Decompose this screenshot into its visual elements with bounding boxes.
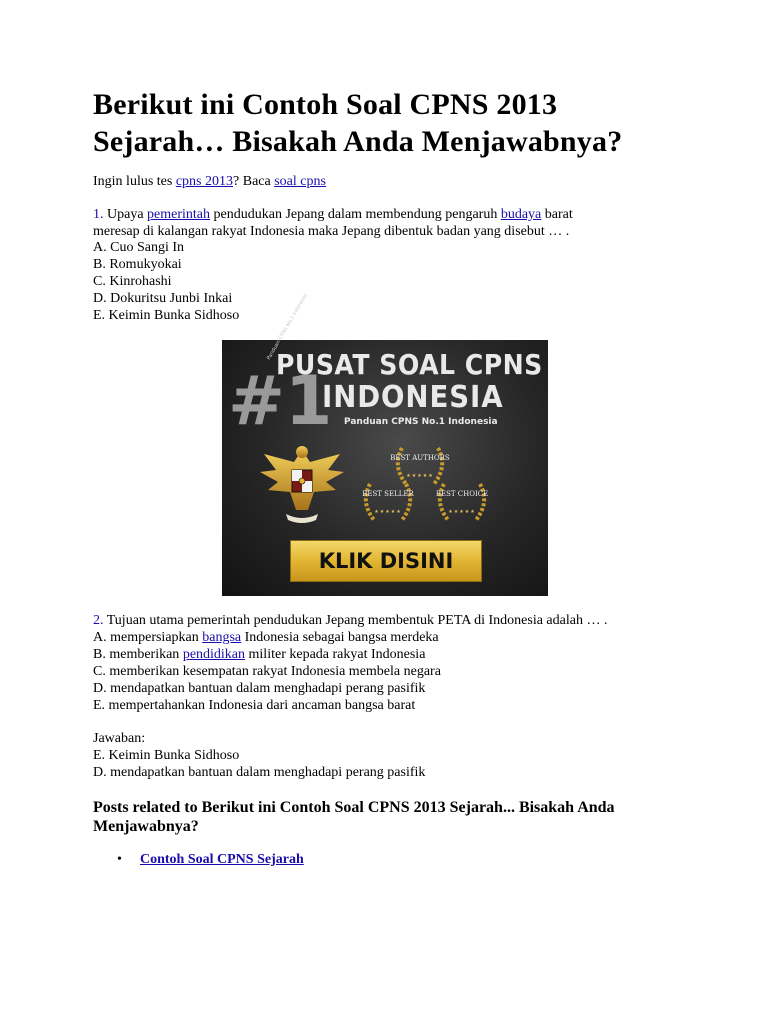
related-heading-line1: Posts related to Berikut ini Contoh Soal CPNS 2013 Sejarah... Bisakah Anda (93, 799, 615, 816)
budaya-link[interactable]: budaya (500, 207, 542, 222)
question-1-option-b: B. Romukyokai (93, 257, 182, 272)
question-2-option-d: D. mendapatkan bantuan dalam menghadapi perang pasifik (93, 681, 426, 696)
question-2-number: 2. (93, 613, 104, 628)
cpns-2013-link[interactable]: cpns 2013 (175, 174, 234, 189)
related-posts-list (93, 851, 304, 868)
question-1-text-a: Upaya (107, 207, 148, 222)
answer-2: D. mendapatkan bantuan dalam menghadapi perang pasifik (93, 765, 426, 780)
page-title-line2: Sejarah… Bisakah Anda Menjawabnya? (93, 125, 623, 158)
answer-1: E. Keimin Bunka Sidhoso (93, 748, 240, 763)
option-a-prefix: A. mempersiapkan (93, 630, 203, 645)
rank-one-emblem: #1 (228, 362, 333, 441)
question-1-option-a: A. Cuo Sangi In (93, 240, 184, 255)
badge-best-authors-label: BEST AUTHORS (390, 454, 450, 462)
question-1-option-e: E. Keimin Bunka Sidhoso (93, 308, 240, 323)
badge-stars: ★★★★★ (374, 509, 402, 515)
question-1-option-d: D. Dokuritsu Junbi Inkai (93, 291, 233, 306)
question-2-option-b (93, 646, 425, 663)
badge-best-seller (358, 480, 418, 526)
intro-middle: ? Baca (233, 174, 275, 189)
banner-title-line1: PUSAT SOAL CPNS (276, 348, 543, 381)
bangsa-link[interactable]: bangsa (202, 630, 242, 645)
rank-tag: Panduan CPNS No.1 Indonesia (266, 292, 309, 361)
question-2-option-a (93, 629, 439, 646)
related-post-link[interactable]: Contoh Soal CPNS Sejarah (140, 852, 304, 867)
soal-cpns-link[interactable]: soal cpns (274, 174, 326, 189)
bullet-icon: • (117, 852, 122, 867)
pemerintah-link[interactable]: pemerintah (147, 207, 211, 222)
pusat-soal-cpns-banner[interactable] (222, 292, 548, 596)
question-2-option-e: E. mempertahankan Indonesia dari ancaman bangsa barat (93, 698, 416, 713)
option-a-suffix: Indonesia sebagai bangsa merdeka (241, 630, 439, 645)
page-title-line1: Berikut ini Contoh Soal CPNS 2013 (93, 88, 558, 121)
question-2-line1 (93, 612, 607, 629)
question-1-number: 1. (93, 207, 104, 222)
question-1-text-c: barat (541, 207, 573, 222)
intro-paragraph (93, 173, 326, 190)
question-1-text-b: pendudukan Jepang dalam membendung pengaruh (210, 207, 501, 222)
banner-title-line2: INDONESIA (322, 380, 504, 415)
question-2-option-c: C. memberikan kesempatan rakyat Indonesia membela negara (93, 664, 441, 679)
badge-stars: ★★★★★ (448, 509, 476, 515)
answers-label: Jawaban: (93, 731, 146, 746)
pendidikan-link[interactable]: pendidikan (182, 647, 246, 662)
intro-prefix: Ingin lulus tes (93, 174, 176, 189)
question-2-text: Tujuan utama pemerintah pendudukan Jepang membentuk PETA di Indonesia adalah … . (106, 613, 608, 628)
banner-subtitle: Panduan CPNS No.1 Indonesia (344, 417, 498, 427)
page-title (93, 86, 713, 160)
klik-disini-button[interactable]: KLIK DISINI (290, 540, 482, 582)
list-item (93, 851, 304, 868)
related-heading-line2: Menjawabnya? (93, 818, 199, 835)
question-1-line2: meresap di kalangan rakyat Indonesia maka Jepang dibentuk badan yang disebut … . (93, 224, 570, 239)
badge-best-seller-label: BEST SELLER (362, 490, 414, 498)
related-posts-heading (93, 798, 693, 836)
badge-stars: ★★★★★ (406, 473, 434, 479)
option-b-prefix: B. memberikan (93, 647, 183, 662)
option-b-suffix: militer kepada rakyat Indonesia (245, 647, 426, 662)
garuda-emblem-icon (252, 440, 352, 530)
question-1-option-c: C. Kinrohashi (93, 274, 172, 289)
badge-best-choice (432, 480, 492, 526)
badge-best-choice-label: BEST CHOICE (435, 490, 489, 498)
question-1-line1 (93, 206, 573, 223)
